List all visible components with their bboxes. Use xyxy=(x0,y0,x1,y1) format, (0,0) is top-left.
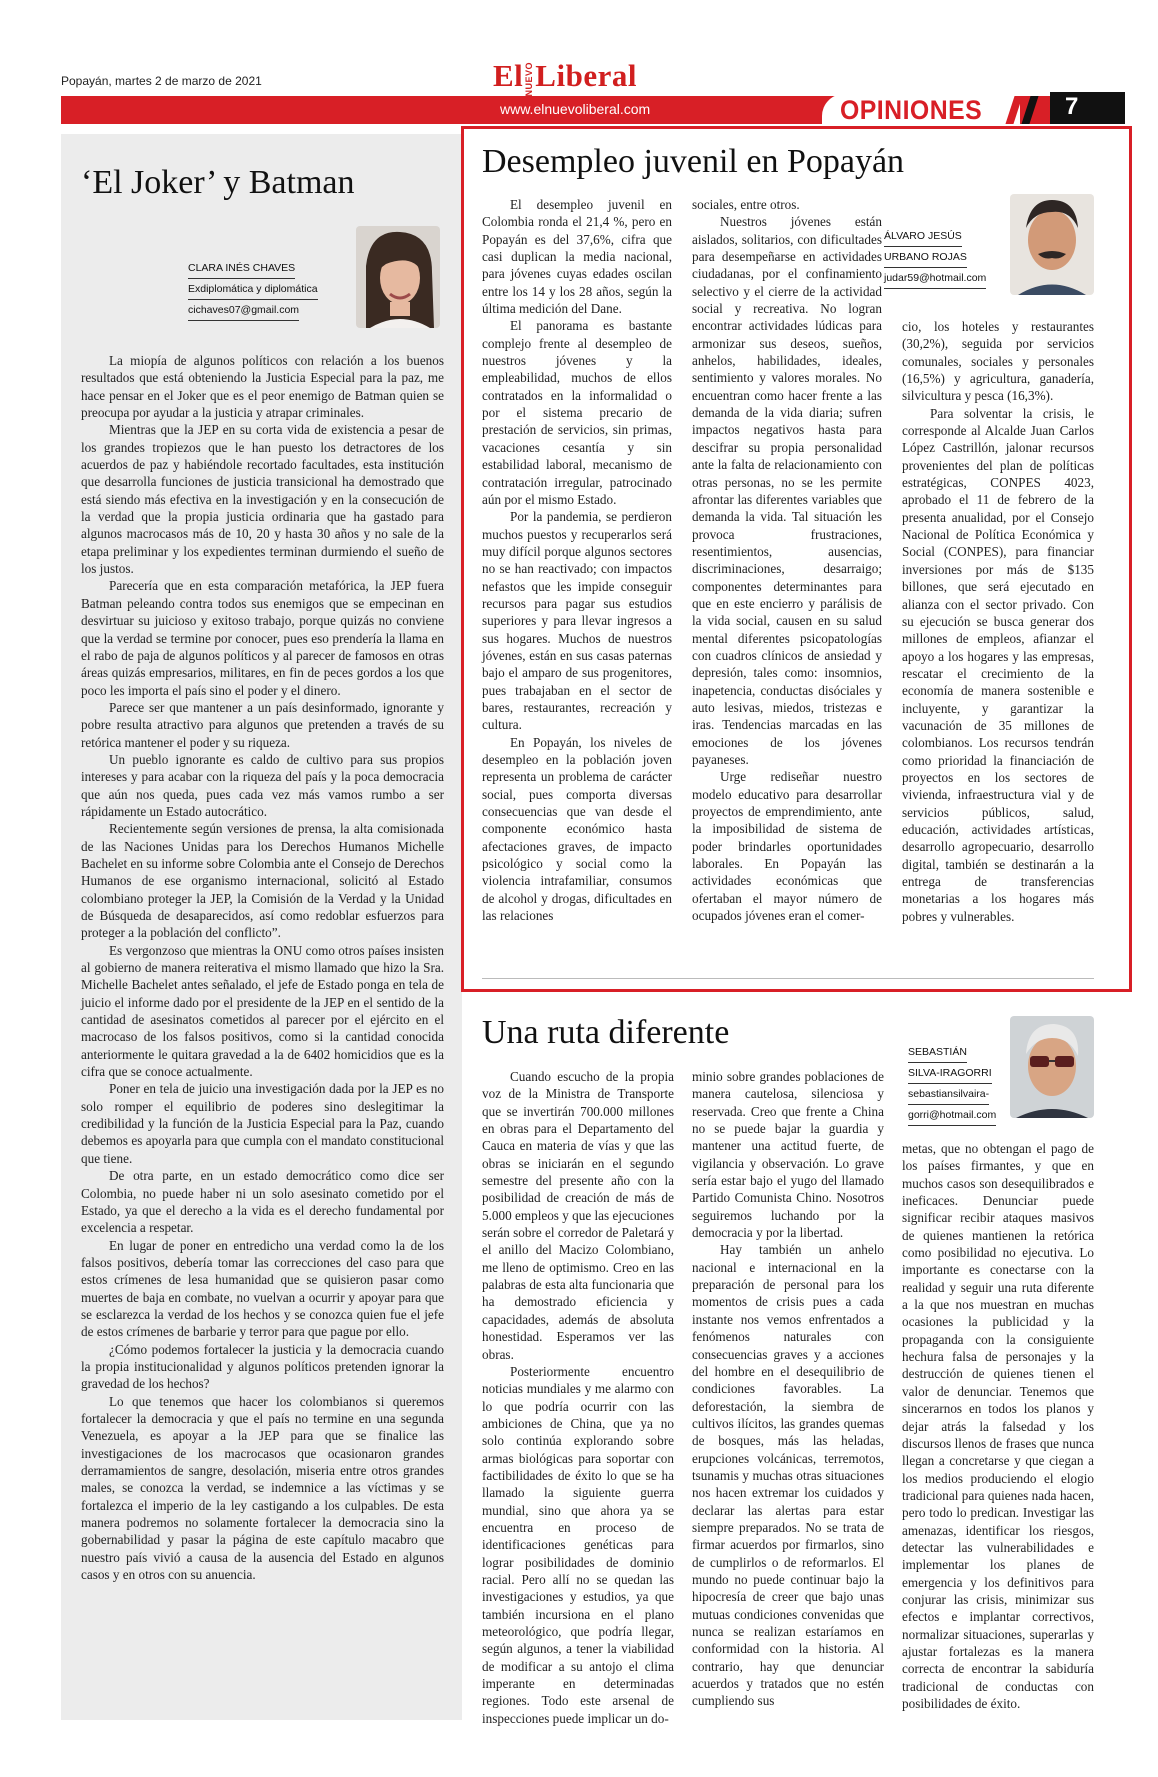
paragraph: Cuando escucho de la propia voz de la Ministra de Transporte que se invertirán 700.000 millones en obras para el Departamento del Cauca en materia de vías y que las obras se iniciarán en el segundo semestre del presente año con la posibilidad de creación de más de 5.000 empleos y que las ejecuciones serán sobre el corredor de Paletará y el anillo del Macizo Colombiano, me lleno de optimismo. Creo en las palabras de esta alta funcionaria que ha demostrado eficiencia y capacidades, además de absoluta honestidad. Esperamos ver las obras. xyxy=(482,1069,674,1362)
paragraph: Parecería que en esta comparación metafórica, la JEP fuera Batman peleando contra todos sus enemigos que se empecinan en desvirtuar su juicioso y exitoso trabajo, porque quizás no conviene que la verdad se termine por conocer, pues eso prendería la llama en el rabo de paja de algunos políticos y al parecer de famosos en otras áreas quizás empresarios, militares, en fin de peces gordos a los que poco les importa el país sino el poder y el dinero. xyxy=(81,578,444,698)
paragraph: El panorama es bastante complejo frente al desempleo de nuestros jóvenes y la empleabilidad, muchos de ellos contratados en la informalidad o por el sistema precario de prestación de servicios, sin primas, vacaciones cesantía y sin estabilidad laboral, mecanismo de contratación irregular, patrocinado aún por el mismo Estado. xyxy=(482,318,672,507)
article-column xyxy=(482,196,672,924)
paragraph: En lugar de poner en entredicho una verdad como la de los falsos positivos, debería tomar las correcciones del caso para que estos crímenes de lesa humanidad que se quisieron pasar como muertes de baja en combate, no vuelvan a ocurrir y apoyar para que se esclarezca la verdad de los hechos y se conozca quien fue el jefe de estos crímenes de barbarie y terror para que pague por ello. xyxy=(81,1237,444,1340)
website-url[interactable]: www.elnuevoliberal.com xyxy=(500,101,651,117)
article-body xyxy=(81,352,444,1583)
logo-liberal: Liberal xyxy=(535,58,637,93)
paragraph: Poner en tela de juicio una investigación dada por la JEP es no solo romper el equilibrio de poderes sino deslegitimar la credibilidad y la función de la Justicia Especial para la Paz, cuando debemos es apoyarla para que cumpla con el mandato constitucional que tiene. xyxy=(81,1081,444,1166)
article-column xyxy=(482,1068,674,1727)
paragraph: Lo que tenemos que hacer los colombianos si queremos fortalecer la democracia y que el país no termine en una segunda Venezuela, es apoyar a la JEP para que se finalice las investigaciones de los macrocasos que ocasionaron grandes derramamientos de sangre, desolación, miseria entre otros grandes males, se conozca la verdad, se indemnice a las víctimas y se fortalezca el imperio de la ley castigando a los culpables. De esta manera podremos no solamente fortalecer la democracia sino la gobernabilidad y pasar la página de este capítulo macabro que nuestro país vivió a causa de la ausencia del Estado en algunos casos y en otros con su anuencia. xyxy=(81,1393,444,1583)
article-column xyxy=(692,196,882,924)
author-name: ÁLVARO JESÚS xyxy=(884,226,962,247)
article-title: Desempleo juvenil en Popayán xyxy=(482,143,905,180)
paragraph: Posteriormente encuentro noticias mundiales y me alarmo con lo que podría ocurrir con las ambiciones de China, que ya no solo continúa explorando sobre armas biológicas para soportar con factibilidades de éxito lo que se ha llamado la siguiente guerra mundial, sino que ahora ya se encuentra en proceso de identificaciones genéticas para lograr posibilidades de dominio racial. Pero allí no se quedan las investigaciones y estudios, ya que también incursiona en el plano meteorológico, que podría llegar, según algunos, a tener la viabilidad de modificar a su antojo el clima imperante en determinadas regiones. Todo este arsenal de inspecciones puede implicar un do- xyxy=(482,1363,674,1726)
author-email[interactable]: gorri@hotmail.com xyxy=(908,1105,996,1126)
paragraph: minio sobre grandes poblaciones de manera cautelosa, silenciosa y reservada. Creo que frente a China no se puede bajar la guardia y mantener una actitud fuerte, de vigilancia y observación. Lo grave sería estar bajo el yugo del llamado Partido Comunista Chino. Nosotros seguiremos luchando por la democracia y por la libertad. xyxy=(692,1069,884,1241)
paragraph: Mientras que la JEP en su corta vida de existencia a pesar de los grandes tropiezos que le han puesto los detractores de los acuerdos de paz y habiéndole recortado facultades, esta institución que desarrolla funciones de justicia transicional ha demostrado que está siendo más efectiva en la investigación y en la consecución de la verdad que la propia justicia ordinaria que ha gastado para algunos macrocasos más de 10, 20 y hasta 30 años y no sale de la etapa preliminar y los expedientes terminan durmiendo el sueño de los justos. xyxy=(81,422,444,577)
logo-nuevo: NUEVO xyxy=(524,61,535,97)
author-email[interactable]: judar59@hotmail.com xyxy=(884,268,986,289)
paragraph: Nuestros jóvenes están aislados, solitarios, con dificultades para desempeñarse en actividades ciudadanas, por el confinamiento selectivo y el cierre de la actividad social y recreativa. No logran encontrar actividades lúdicas para armonizar sus deseos, sueños, anhelos, habilidades, ideales, sentimiento y valores morales. No encuentran como hacer frente a las demanda de la vida diaria; sufren impactos negativos hasta para descifrar su propia personalidad ante la falta de relacionamiento con otras personas, no se les permite afrontar las diferentes variables que demanda la vida. Tal situación les provoca frustraciones, resentimientos, ausencias, discriminaciones, desarraigo; componentes determinantes para que en este encierro y parálisis de la vida social, causen en su salud mental diferentes psicopatologías con cuadros clínicos de ansiedad y depresión, tales como: insomnios, inapetencia, conductas disóciales y auto lesivas, miedos, tristezas e iras. Tendencias marcadas en las emociones de los jóvenes payaneses. xyxy=(692,214,882,767)
dateline: Popayán, martes 2 de marzo de 2021 xyxy=(61,74,262,88)
author-byline xyxy=(188,258,318,321)
author-photo xyxy=(1010,1016,1094,1118)
paragraph: Hay también un anhelo nacional e internacional en la preparación de personal para los momentos de crisis pues a cada instante nos vemos enfrentados a fenómenos naturales con consecuencias graves y a acciones del hombre en el desequilibrio de condiciones favorables. La deforestación, la siembra de cultivos ilícitos, las grandes quemas de bosques, más las heladas, erupciones volcánicas, terremotos, tsunamis y muchas otras situaciones nos hacen extremar los cuidados y declarar las alertas para estar siempre preparados. No se trata de firmar acuerdos por firmarlos, sino de cumplirlos o de reformarlos. El mundo no puede continuar bajo la hipocresía de creer que bajo unas mutuas condiciones convenidas que nunca se realizan estaríamos en conformidad con la historia. Al contrario, hay que denunciar acuerdos y tratados que no estén cumpliendo sus xyxy=(692,1242,884,1709)
author-photo xyxy=(1010,194,1094,295)
author-email[interactable]: sebastiansilvaira- xyxy=(908,1084,989,1105)
paragraph: El desempleo juvenil en Colombia ronda el 21,4 %, pero en Popayán es del 37,6%, cifra que casi duplican la media nacional, para jóvenes cuyas edades oscilan entre los 14 y los 28 años, según la última medición del Dane. xyxy=(482,197,672,317)
newspaper-logo[interactable] xyxy=(493,58,637,96)
author-byline xyxy=(908,1042,996,1126)
article-column xyxy=(692,1068,884,1710)
article-title: ‘El Joker’ y Batman xyxy=(81,164,355,201)
paragraph: ¿Cómo podemos fortalecer la justicia y la democracia cuando la propia institucionalidad y algunos políticos pretenden ignorar la gravedad de los hechos? xyxy=(81,1341,444,1392)
paragraph: Urge rediseñar nuestro modelo educativo para desarrollar proyectos de emprendimiento, ante la imposibilidad de sistema de poder brindarles oportunidades laborales. En Popayán las actividades económicas que ofertaban el mayor número de ocupados jóvenes eran el comer- xyxy=(692,769,882,924)
author-name: SILVA-IRAGORRI xyxy=(908,1063,992,1084)
author-name: SEBASTIÁN xyxy=(908,1042,967,1063)
paragraph: La miopía de algunos políticos con relación a los buenos resultados que está obteniendo la Justicia Especial para la paz, me hace pensar en el Joker que es el peor enemigo de Batman quien se preocupa por ayudar a la justicia y atrapar criminales. xyxy=(81,353,444,421)
article-column xyxy=(902,1140,1094,1712)
paragraph: Parece ser que mantener a un país desinformado, ignorante y pobre resulta atractivo para algunos que pretenden a través de su retórica mantener el poder y su riqueza. xyxy=(81,699,444,750)
author-byline xyxy=(884,226,986,289)
author-email[interactable]: cichaves07@gmail.com xyxy=(188,300,299,321)
paragraph: metas, que no obtengan el pago de los países firmantes, y que en muchos casos son desequilibrados e ineficaces. Denunciar puede significar recibir ataques masivos de quienes mantienen la retórica como posibilidad no ejecutiva. Lo importante es conectarse con la realidad y seguir una ruta diferente a la que nos muestran en muchas ocasiones la publicidad y la propaganda con la consiguiente hechura falsa de personajes y la destrucción de quienes tienen el valor de denunciar. Tenemos que sincerarnos en todos los planos y dejar atrás la falsedad y los discursos llenos de frases que nunca llegan a concretarse y que ciegan a los medios produciendo el elogio tradicional para quienes nada hacen, pero todo lo predican. Investigar las amenazas, identificar los riesgos, detectar las vulnerabilidades e implementar los planes de emergencia y los definitivos para conjurar las crisis, minimizar sus efectos e implantar correctivos, normalizar situaciones, superarlas y ajustar fortalezas es la manera correcta de encontrar la sabiduría tradicional de conductas con posibilidades de éxito. xyxy=(902,1141,1094,1711)
page-number-box xyxy=(1050,92,1125,124)
author-photo xyxy=(356,226,440,328)
article-column xyxy=(902,318,1094,925)
section-label: OPINIONES xyxy=(840,95,983,125)
paragraph: Recientemente según versiones de prensa, la alta comisionada de las Naciones Unidas para los Derechos Humanos Michelle Bachelet en su informe sobre Colombia ante el Consejo de Derechos Humanos de ese organismo internacional, solicitó al Estado colombiano proteger la JEP, la Comisión de la Verdad y la Unidad de Búsqueda de desaparecidos, así como redoblar esfuerzos para proteger a la población del conflicto”. xyxy=(81,821,444,941)
page-number: 7 xyxy=(1065,93,1079,120)
paragraph: En Popayán, los niveles de desempleo en la población joven representa un problema de carácter social, pues comporta diversas consecuencias que van desde el componente económico hasta afectaciones graves, de impacto psicológico y social como la violencia intrafamiliar, consumos de alcohol y drogas, dificultades en las relaciones xyxy=(482,734,672,924)
author-name: CLARA INÉS CHAVES xyxy=(188,258,295,279)
paragraph: sociales, entre otros. xyxy=(692,197,800,212)
author-role: Exdiplomática y diplomática xyxy=(188,279,318,300)
article-title: Una ruta diferente xyxy=(482,1014,730,1051)
paragraph: cio, los hoteles y restaurantes (30,2%), seguida por servicios comunales, sociales y personales (16,5%) y agricultura, ganadería, silvicultura y pesca (16,3%). xyxy=(902,319,1094,404)
divider xyxy=(482,978,1094,979)
paragraph: Para solventar la crisis, le corresponde al Alcalde Juan Carlos López Castrillón, jalonar recursos provenientes del plan de políticas estratégicas, CONPES 4023, aprobado el 11 de febrero de la presenta anualidad, por el Consejo Nacional de Política Económica y Social (CONPES), para financiar inversiones por más de $135 billones, que será ejecutado en alianza con el sector privado. Con su ejecución se busca generar dos millones de empleos, afianzar el apoyo a los hogares y las empresas, rescatar el crecimiento de la economía de manera sostenible e incluyente, y garantizar la vacunación de 35 millones de colombianos. Los recursos tendrán como prioridad la financiación de proyectos en los sectores de vivienda, infraestructura vial y de servicios públicos, salud, educación, actividades artísticas, desarrollo agropecuario, desarrollo digital, también se destinarán a la entrega de transferencias monetarias a los hogares más pobres y vulnerables. xyxy=(902,405,1094,924)
author-name: URBANO ROJAS xyxy=(884,247,967,268)
paragraph: Un pueblo ignorante es caldo de cultivo para sus propios intereses y para acabar con la riqueza del país y la poca democracia que aún nos queda, pues cada vez más vamos rumbo a ser rápidamente un Estado autocrático. xyxy=(81,751,444,819)
paragraph: Por la pandemia, se perdieron muchos puestos y recuperarlos será muy difícil porque algunos sectores no se han reactivado; con impactos nefastos que les impide conseguir recursos para pagar sus estudios superiores y para llevar ingresos a sus hogares. Muchos de nuestros jóvenes, están en sus casas paternas bajo el amparo de sus progenitores, pues trabajaban en el sector de bares, restaurantes, recreación y cultura. xyxy=(482,509,672,733)
paragraph: Es vergonzoso que mientras la ONU como otros países insisten al gobierno de manera reiterativa el mismo llamado que hizo la Sra. Michelle Bachelet antes señalado, el jefe de Estado ponga en tela de juicio el informe dado por el presidente de la JEP en el sentido de la cantidad de asesinatos cometidos al parecer por el ejército en el macrocaso de los falsos positivos, como si la cantidad conocida anteriormente le quitara gravedad a la de 6402 homicidios que es la cifra que se conoce actualmente. xyxy=(81,942,444,1080)
logo-el: El xyxy=(493,58,524,93)
paragraph: De otra parte, en un estado democrático como dice ser Colombia, no puede haber ni un solo asesinato cometido por el Estado, ya que el derecho a la vida es el derecho fundamental por excelencia a respetar. xyxy=(81,1168,444,1236)
